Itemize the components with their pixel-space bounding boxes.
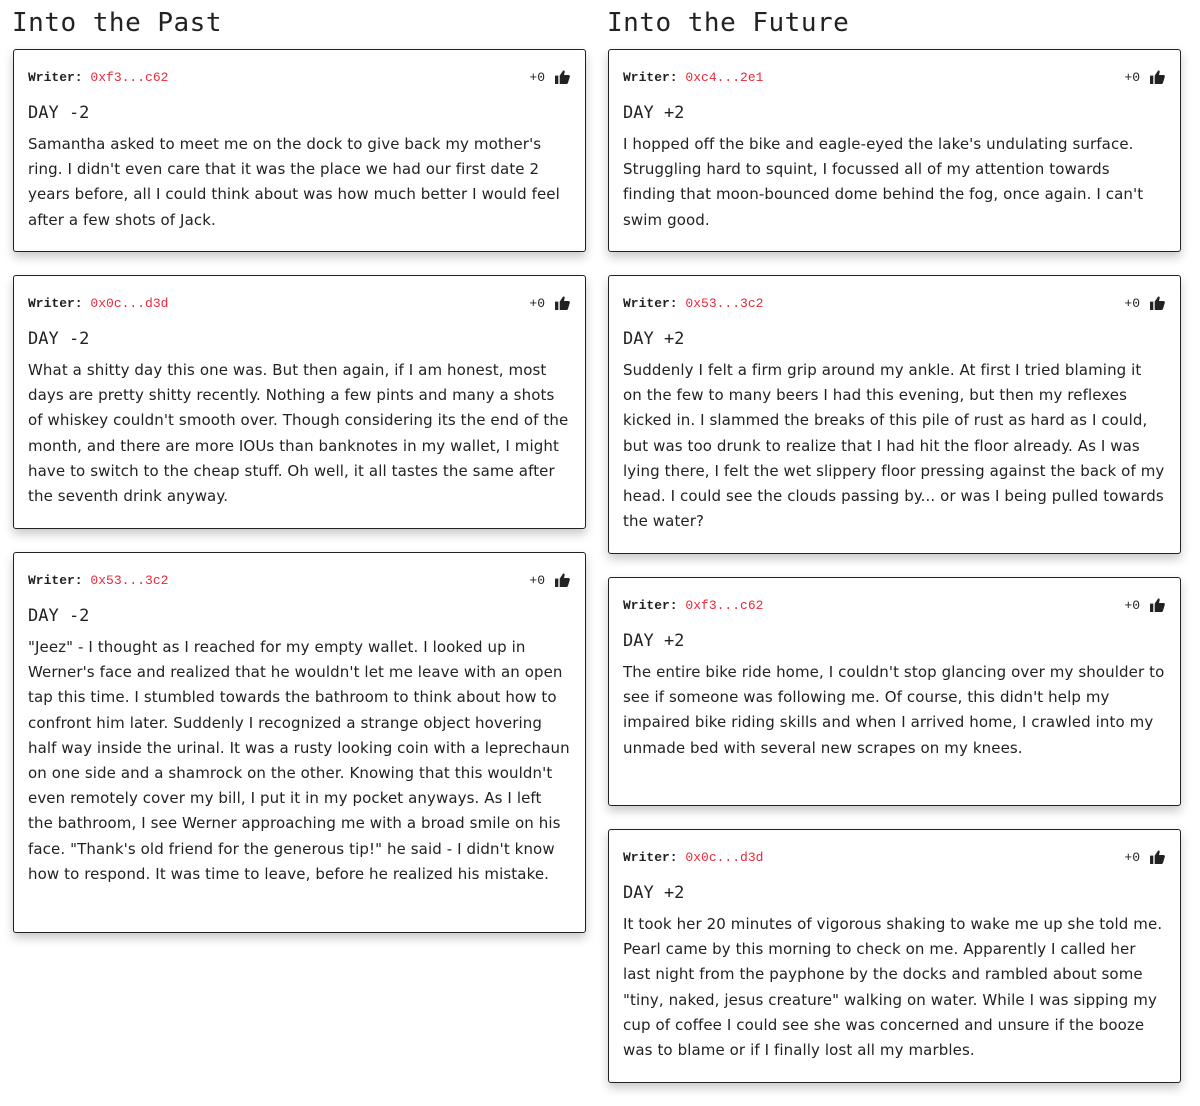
card-header [28, 276, 570, 328]
writer-label: Writer: [28, 69, 83, 85]
story-text: Samantha asked to meet me on the dock to give back my mother's ring. I didn't even care that it was the place we had our first date 2 years before, all I could think about was how much better I would feel after a few shots of Jack. [28, 135, 560, 229]
day-label: DAY +2 [623, 329, 685, 349]
day-label: DAY -2 [28, 329, 90, 349]
thumbs-up-icon[interactable] [555, 70, 570, 84]
vote-count: +0 [1124, 849, 1140, 865]
writer-address-link[interactable]: 0x53...3c2 [90, 572, 169, 588]
day-label: DAY -2 [28, 606, 90, 626]
story-card [13, 552, 586, 933]
vote-area [1124, 296, 1165, 311]
vote-count: +0 [529, 572, 545, 588]
story-text: What a shitty day this one was. But then again, if I am honest, most days are pretty shitty recently. Nothing a few pints and many a shots of whiskey couldn't smooth over. Though considering its the end of the month, and there are more IOUs than banknotes in my wallet, I might have to switch to the cheap stuff. Oh well, it all tastes the same after the seventh drink anyway. [28, 361, 569, 506]
past-column [13, 0, 586, 956]
writer-label: Writer: [28, 295, 83, 311]
day-label: DAY +2 [623, 103, 685, 123]
day-label: DAY -2 [28, 103, 90, 123]
card-header [28, 50, 570, 102]
thumbs-up-icon[interactable] [1150, 850, 1165, 864]
story-text: "Jeez" - I thought as I reached for my empty wallet. I looked up in Werner's face and realized that he wouldn't let me leave with an open tap this time. I stumbled towards the bathroom to think about how to confront him later. Suddenly I recognized a strange object hovering half way inside the urinal. It was a rusty looking coin with a leprechaun on one side and a shamrock on the other. Knowing that this wouldn't even remotely cover my bill, I put it in my pocket anyways. As I left the bathroom, I see Werner approaching me with a broad smile on his face. "Thank's old friend for the generous tip!" he said - I didn't know how to respond. It was time to leave, before he realized his mistake. [28, 638, 570, 883]
vote-area [1124, 850, 1165, 865]
vote-area [529, 296, 570, 311]
writer-label: Writer: [623, 849, 678, 865]
writer-info [623, 598, 763, 613]
writer-label: Writer: [623, 69, 678, 85]
vote-area [1124, 70, 1165, 85]
writer-info [623, 296, 763, 311]
writer-address-link[interactable]: 0xf3...c62 [90, 69, 169, 85]
story-text: The entire bike ride home, I couldn't stop glancing over my shoulder to see if someone was following me. Of course, this didn't help my impaired bike riding skills and when I arrived home, I crawled into my unmade bed with several new scrapes on my knees. [623, 663, 1165, 757]
story-card [13, 275, 586, 529]
writer-address-link[interactable]: 0x53...3c2 [685, 295, 764, 311]
writer-address-link[interactable]: 0x0c...d3d [685, 849, 764, 865]
vote-count: +0 [529, 295, 545, 311]
story-text: Suddenly I felt a firm grip around my ankle. At first I tried blaming it on the few to many beers I had this evening, but then my reflexes kicked in. I slammed the breaks of this pile of rust as hard as I could, but was too drunk to realize that I had hit the floor already. As I was lying there, I felt the wet slippery floor pressing against the back of my head. I could see the clouds passing by... or was I being pulled towards the water? [623, 361, 1165, 531]
writer-info [623, 850, 763, 865]
thumbs-up-icon[interactable] [555, 296, 570, 310]
story-card [608, 829, 1181, 1083]
story-card [608, 577, 1181, 806]
vote-area [529, 70, 570, 85]
story-card [608, 275, 1181, 554]
card-header [623, 578, 1165, 630]
card-header [623, 830, 1165, 882]
writer-label: Writer: [28, 572, 83, 588]
writer-info [28, 573, 168, 588]
writer-address-link[interactable]: 0x0c...d3d [90, 295, 169, 311]
story-text: I hopped off the bike and eagle-eyed the lake's undulating surface. Struggling hard to squint, I focussed all of my attention towards finding that moon-bounced dome behind the fog, once again. I can't swim good. [623, 135, 1144, 229]
card-header [28, 553, 570, 605]
vote-area [1124, 598, 1165, 613]
writer-info [28, 296, 168, 311]
future-column [608, 0, 1181, 1106]
future-column-title: Into the Future [607, 8, 850, 38]
thumbs-up-icon[interactable] [1150, 70, 1165, 84]
thumbs-up-icon[interactable] [1150, 598, 1165, 612]
story-text: It took her 20 minutes of vigorous shaking to wake me up she told me. Pearl came by this morning to check on me. Apparently I called her last night from the payphone by the docks and rambled about some "tiny, naked, jesus creature" walking on water. While I was sipping my cup of coffee I could see she was concerned and unsure if the booze was to blame or if I finally lost all my marbles. [623, 915, 1163, 1060]
day-label: DAY +2 [623, 631, 685, 651]
card-header [623, 50, 1165, 102]
thumbs-up-icon[interactable] [1150, 296, 1165, 310]
vote-count: +0 [1124, 69, 1140, 85]
card-header [623, 276, 1165, 328]
past-column-title: Into the Past [12, 8, 222, 38]
writer-info [28, 70, 168, 85]
vote-count: +0 [529, 69, 545, 85]
day-label: DAY +2 [623, 883, 685, 903]
story-card [13, 49, 586, 252]
writer-info [623, 70, 763, 85]
vote-area [529, 573, 570, 588]
vote-count: +0 [1124, 295, 1140, 311]
writer-address-link[interactable]: 0xc4...2e1 [685, 69, 764, 85]
vote-count: +0 [1124, 597, 1140, 613]
story-card [608, 49, 1181, 252]
writer-address-link[interactable]: 0xf3...c62 [685, 597, 764, 613]
writer-label: Writer: [623, 295, 678, 311]
writer-label: Writer: [623, 597, 678, 613]
thumbs-up-icon[interactable] [555, 573, 570, 587]
